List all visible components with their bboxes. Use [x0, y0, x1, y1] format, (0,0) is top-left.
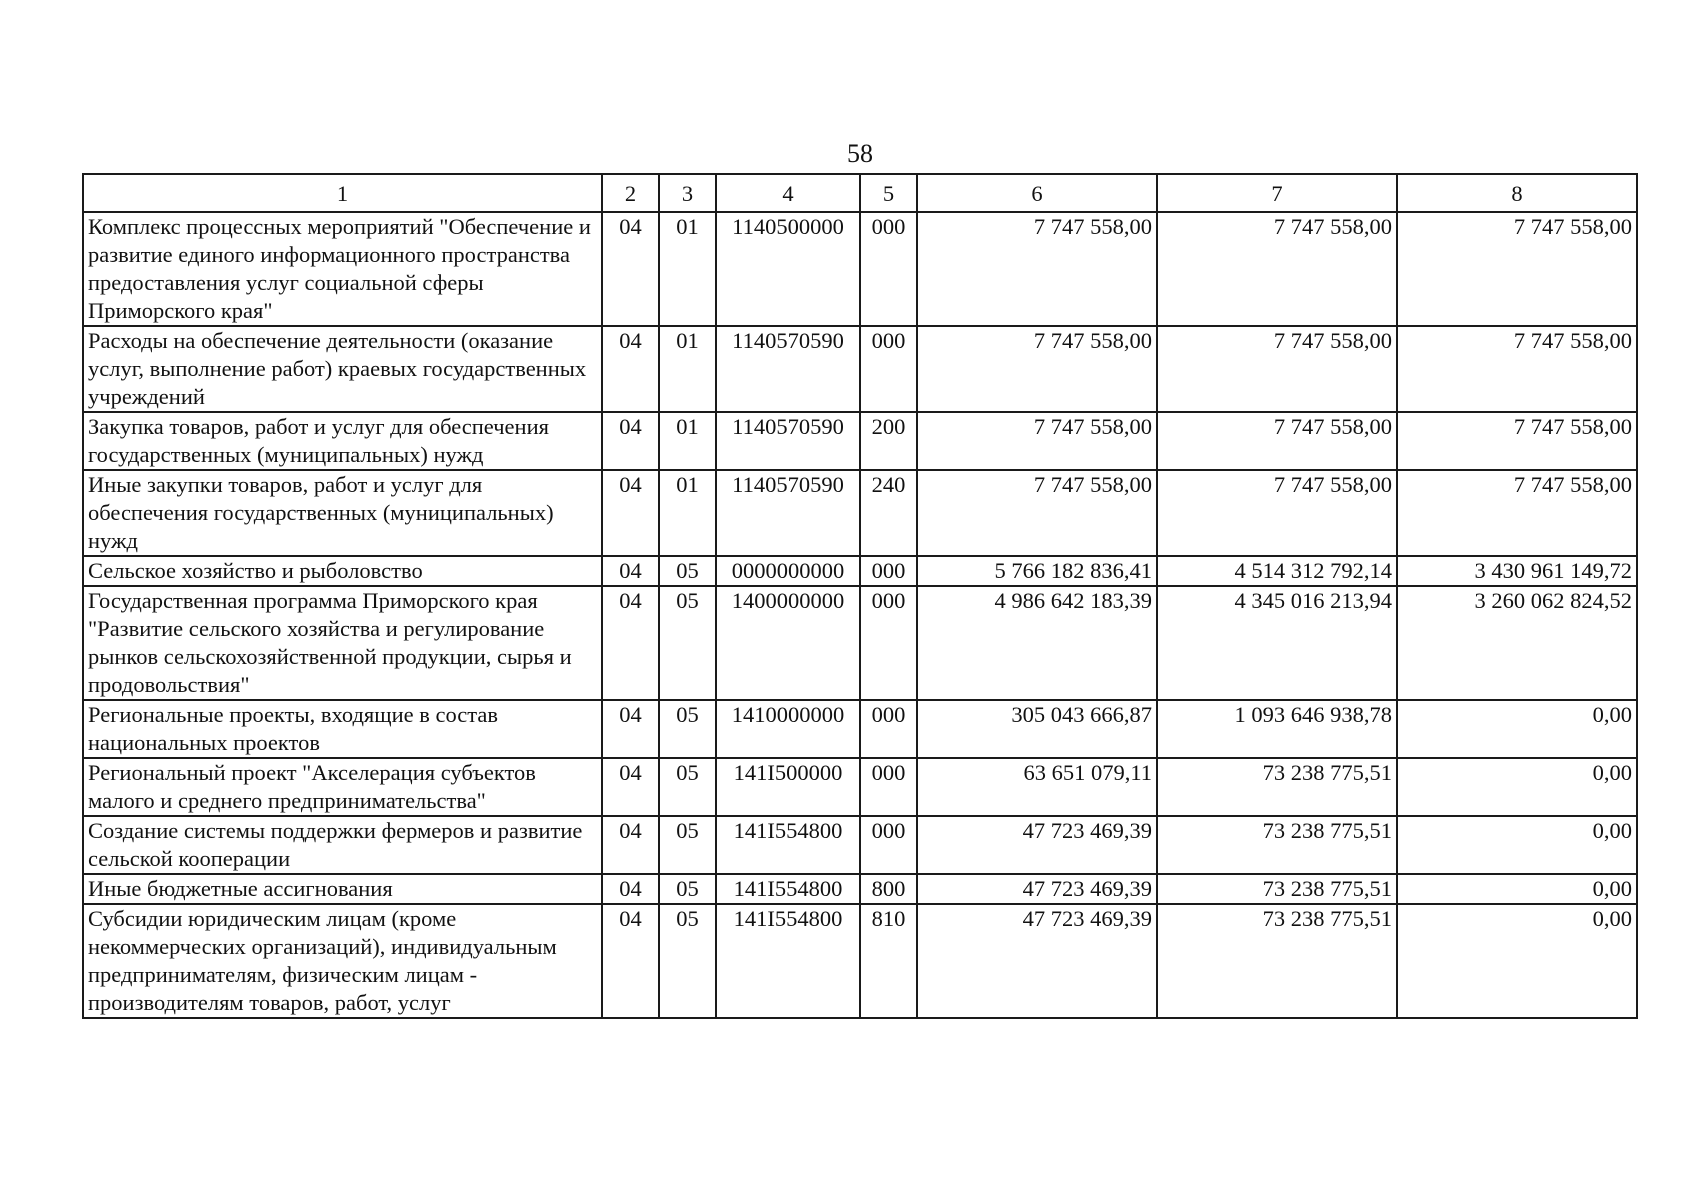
table-row — [83, 904, 1637, 1018]
section-code: 04 — [602, 212, 659, 326]
expense-type-code: 000 — [860, 700, 917, 758]
target-article-code: 141I500000 — [716, 758, 860, 816]
amount-col-8: 7 747 558,00 — [1397, 212, 1637, 326]
row-name: Расходы на обеспечение деятельности (оказание услуг, выполнение работ) краевых государственных учреждений — [83, 326, 602, 412]
expense-type-code: 000 — [860, 816, 917, 874]
subsection-code: 01 — [659, 326, 716, 412]
target-article-code: 0000000000 — [716, 556, 860, 586]
section-code: 04 — [602, 700, 659, 758]
subsection-code: 05 — [659, 816, 716, 874]
amount-col-7: 7 747 558,00 — [1157, 212, 1397, 326]
amount-col-8: 7 747 558,00 — [1397, 326, 1637, 412]
row-name: Субсидии юридическим лицам (кроме некоммерческих организаций), индивидуальным предпринимателям, физическим лицам - производителям товаров, работ, услуг — [83, 904, 602, 1018]
table-row — [83, 586, 1637, 700]
amount-col-6: 4 986 642 183,39 — [917, 586, 1157, 700]
amount-col-8: 0,00 — [1397, 758, 1637, 816]
section-code: 04 — [602, 758, 659, 816]
column-header-7: 7 — [1157, 174, 1397, 212]
subsection-code: 05 — [659, 700, 716, 758]
row-name: Региональные проекты, входящие в состав национальных проектов — [83, 700, 602, 758]
amount-col-6: 7 747 558,00 — [917, 326, 1157, 412]
table-row — [83, 816, 1637, 874]
target-article-code: 1140570590 — [716, 412, 860, 470]
budget-table — [82, 173, 1638, 1019]
expense-type-code: 000 — [860, 212, 917, 326]
section-code: 04 — [602, 412, 659, 470]
expense-type-code: 000 — [860, 758, 917, 816]
section-code: 04 — [602, 326, 659, 412]
row-name: Закупка товаров, работ и услуг для обеспечения государственных (муниципальных) нужд — [83, 412, 602, 470]
amount-col-7: 7 747 558,00 — [1157, 326, 1397, 412]
expense-type-code: 000 — [860, 326, 917, 412]
target-article-code: 141I554800 — [716, 904, 860, 1018]
table-row — [83, 758, 1637, 816]
expense-type-code: 800 — [860, 874, 917, 904]
column-header-1: 1 — [83, 174, 602, 212]
amount-col-8: 0,00 — [1397, 874, 1637, 904]
target-article-code: 1140570590 — [716, 326, 860, 412]
table-row — [83, 412, 1637, 470]
amount-col-6: 7 747 558,00 — [917, 212, 1157, 326]
row-name: Региональный проект "Акселерация субъектов малого и среднего предпринимательства" — [83, 758, 602, 816]
subsection-code: 05 — [659, 586, 716, 700]
amount-col-7: 7 747 558,00 — [1157, 412, 1397, 470]
amount-col-6: 305 043 666,87 — [917, 700, 1157, 758]
column-header-8: 8 — [1397, 174, 1637, 212]
amount-col-8: 7 747 558,00 — [1397, 470, 1637, 556]
table-row — [83, 700, 1637, 758]
table-row — [83, 212, 1637, 326]
target-article-code: 1400000000 — [716, 586, 860, 700]
column-header-5: 5 — [860, 174, 917, 212]
amount-col-7: 73 238 775,51 — [1157, 904, 1397, 1018]
target-article-code: 1140500000 — [716, 212, 860, 326]
target-article-code: 1140570590 — [716, 470, 860, 556]
amount-col-8: 3 430 961 149,72 — [1397, 556, 1637, 586]
subsection-code: 01 — [659, 412, 716, 470]
header-row — [83, 174, 1637, 212]
amount-col-6: 47 723 469,39 — [917, 874, 1157, 904]
row-name: Иные бюджетные ассигнования — [83, 874, 602, 904]
amount-col-8: 3 260 062 824,52 — [1397, 586, 1637, 700]
amount-col-7: 73 238 775,51 — [1157, 816, 1397, 874]
amount-col-8: 0,00 — [1397, 816, 1637, 874]
table-row — [83, 326, 1637, 412]
column-header-2: 2 — [602, 174, 659, 212]
target-article-code: 141I554800 — [716, 874, 860, 904]
amount-col-8: 0,00 — [1397, 904, 1637, 1018]
target-article-code: 1410000000 — [716, 700, 860, 758]
subsection-code: 01 — [659, 470, 716, 556]
amount-col-7: 4 345 016 213,94 — [1157, 586, 1397, 700]
table-row — [83, 470, 1637, 556]
target-article-code: 141I554800 — [716, 816, 860, 874]
section-code: 04 — [602, 556, 659, 586]
amount-col-6: 7 747 558,00 — [917, 412, 1157, 470]
amount-col-7: 7 747 558,00 — [1157, 470, 1397, 556]
row-name: Сельское хозяйство и рыболовство — [83, 556, 602, 586]
expense-type-code: 000 — [860, 556, 917, 586]
amount-col-6: 47 723 469,39 — [917, 904, 1157, 1018]
subsection-code: 05 — [659, 874, 716, 904]
table-row — [83, 556, 1637, 586]
amount-col-8: 7 747 558,00 — [1397, 412, 1637, 470]
subsection-code: 05 — [659, 904, 716, 1018]
amount-col-6: 47 723 469,39 — [917, 816, 1157, 874]
amount-col-7: 73 238 775,51 — [1157, 758, 1397, 816]
amount-col-7: 1 093 646 938,78 — [1157, 700, 1397, 758]
column-header-4: 4 — [716, 174, 860, 212]
amount-col-7: 73 238 775,51 — [1157, 874, 1397, 904]
amount-col-6: 63 651 079,11 — [917, 758, 1157, 816]
amount-col-6: 7 747 558,00 — [917, 470, 1157, 556]
expense-type-code: 000 — [860, 586, 917, 700]
expense-type-code: 810 — [860, 904, 917, 1018]
row-name: Комплекс процессных мероприятий "Обеспечение и развитие единого информационного пространства предоставления услуг социальной сферы Приморского края" — [83, 212, 602, 326]
section-code: 04 — [602, 816, 659, 874]
table-row — [83, 874, 1637, 904]
column-header-3: 3 — [659, 174, 716, 212]
amount-col-6: 5 766 182 836,41 — [917, 556, 1157, 586]
subsection-code: 01 — [659, 212, 716, 326]
section-code: 04 — [602, 904, 659, 1018]
section-code: 04 — [602, 874, 659, 904]
section-code: 04 — [602, 586, 659, 700]
expense-type-code: 240 — [860, 470, 917, 556]
column-header-6: 6 — [917, 174, 1157, 212]
expense-type-code: 200 — [860, 412, 917, 470]
row-name: Создание системы поддержки фермеров и развитие сельской кооперации — [83, 816, 602, 874]
row-name: Иные закупки товаров, работ и услуг для обеспечения государственных (муниципальных) нужд — [83, 470, 602, 556]
subsection-code: 05 — [659, 556, 716, 586]
amount-col-8: 0,00 — [1397, 700, 1637, 758]
page-number: 58 — [847, 139, 873, 168]
subsection-code: 05 — [659, 758, 716, 816]
amount-col-7: 4 514 312 792,14 — [1157, 556, 1397, 586]
section-code: 04 — [602, 470, 659, 556]
row-name: Государственная программа Приморского края "Развитие сельского хозяйства и регулирование рынков сельскохозяйственной продукции, сырья и продовольствия" — [83, 586, 602, 700]
